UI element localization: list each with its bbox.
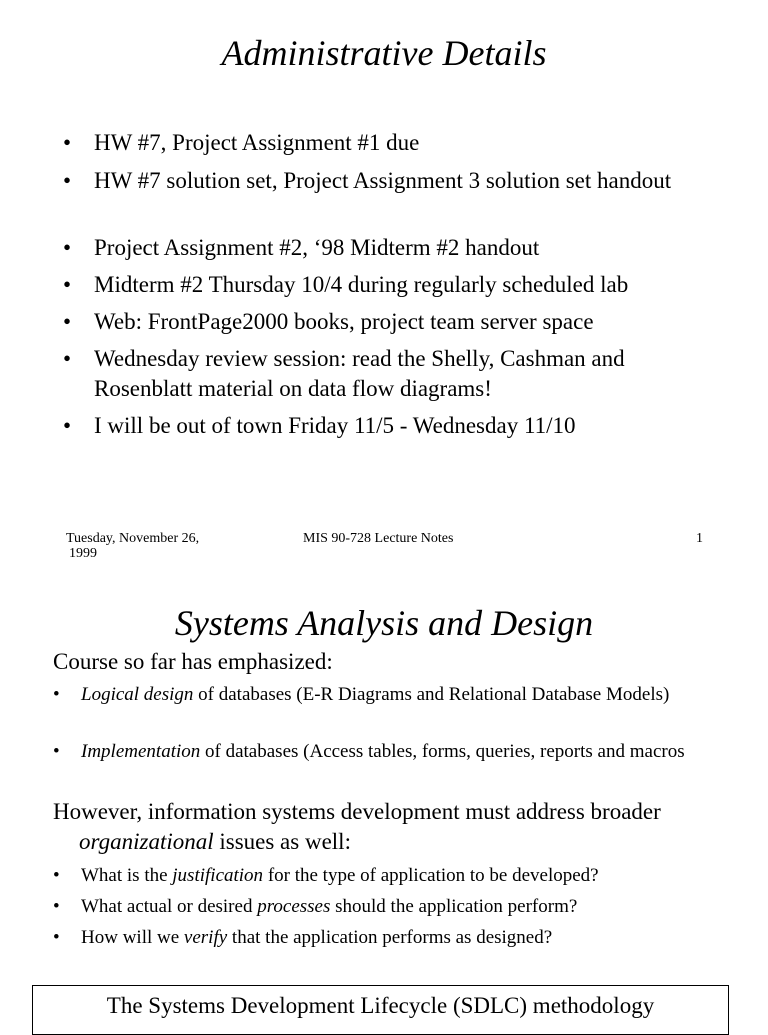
- footer-date: [66, 531, 236, 561]
- question-text: [81, 863, 721, 888]
- bullet-icon: •: [63, 346, 72, 371]
- admin-bullet-text: HW #7 solution set, Project Assignment 3 solution set handout: [94, 168, 672, 193]
- admin-bullet-text: I will be out of town Friday 11/5 - Wednesday 11/10: [94, 413, 576, 438]
- question-em: processes: [257, 896, 331, 917]
- sdlc-box-text: The Systems Development Lifecycle (SDLC) methodology: [106, 993, 655, 1018]
- emphasis-bullet-text: [81, 682, 721, 707]
- question-post: should the application perform?: [330, 896, 578, 917]
- slide2-title: Systems Analysis and Design: [174, 603, 594, 643]
- emphasis-bullet-text: [81, 739, 721, 764]
- admin-bullet-text: Midterm #2 Thursday 10/4 during regularly scheduled lab: [94, 272, 629, 297]
- bullet-icon: •: [63, 309, 72, 334]
- question-pre: What is the: [81, 865, 173, 886]
- however-em: organizational: [79, 829, 214, 854]
- question-post: for the type of application to be developed?: [263, 865, 599, 886]
- question-em: justification: [172, 865, 264, 886]
- emphasis-rest: of databases (Access tables, forms, queries, reports and macros: [200, 741, 685, 762]
- however-rest: issues as well:: [213, 829, 351, 854]
- bullet-icon: •: [53, 865, 60, 886]
- emphasis-rest: of databases (E-R Diagrams and Relational Database Models): [193, 684, 670, 705]
- footer-date-line2: 1999: [69, 546, 97, 561]
- bullet-icon: •: [53, 741, 60, 762]
- bullet-icon: •: [53, 896, 60, 917]
- footer-date-line1: Tuesday, November 26,: [66, 531, 200, 546]
- slide1-title: Administrative Details: [221, 33, 547, 73]
- footer-page-number: 1: [696, 531, 703, 546]
- bullet-icon: •: [63, 413, 72, 438]
- question-post: that the application performs as designed?: [227, 927, 553, 948]
- admin-bullet-text: HW #7, Project Assignment #1 due: [94, 130, 420, 155]
- bullet-icon: •: [63, 272, 72, 297]
- bullet-icon: •: [53, 684, 60, 705]
- question-pre: What actual or desired: [81, 896, 258, 917]
- bullet-icon: •: [63, 130, 72, 155]
- question-text: [81, 925, 721, 950]
- however-line1: However, information systems development must address broader: [53, 799, 661, 824]
- however-text: [53, 797, 743, 857]
- admin-bullet-text: Project Assignment #2, ‘98 Midterm #2 handout: [94, 235, 540, 260]
- question-text: [81, 894, 721, 919]
- question-pre: How will we: [81, 927, 184, 948]
- question-em: verify: [183, 927, 228, 948]
- admin-bullet-text: Web: FrontPage2000 books, project team server space: [94, 309, 594, 334]
- sdlc-box: [32, 985, 729, 1035]
- admin-bullet-text: Wednesday review session: read the Shelly, Cashman and Rosenblatt material on data flow diagrams!: [94, 346, 625, 401]
- however-line2: [53, 827, 743, 857]
- footer-course: MIS 90-728 Lecture Notes: [303, 531, 454, 546]
- bullet-icon: •: [63, 235, 72, 260]
- intro-text: Course so far has emphasized:: [53, 649, 333, 674]
- emphasis-term: Logical design: [81, 684, 194, 705]
- bullet-icon: •: [63, 168, 72, 193]
- emphasis-term: Implementation: [81, 741, 201, 762]
- bullet-icon: •: [53, 927, 60, 948]
